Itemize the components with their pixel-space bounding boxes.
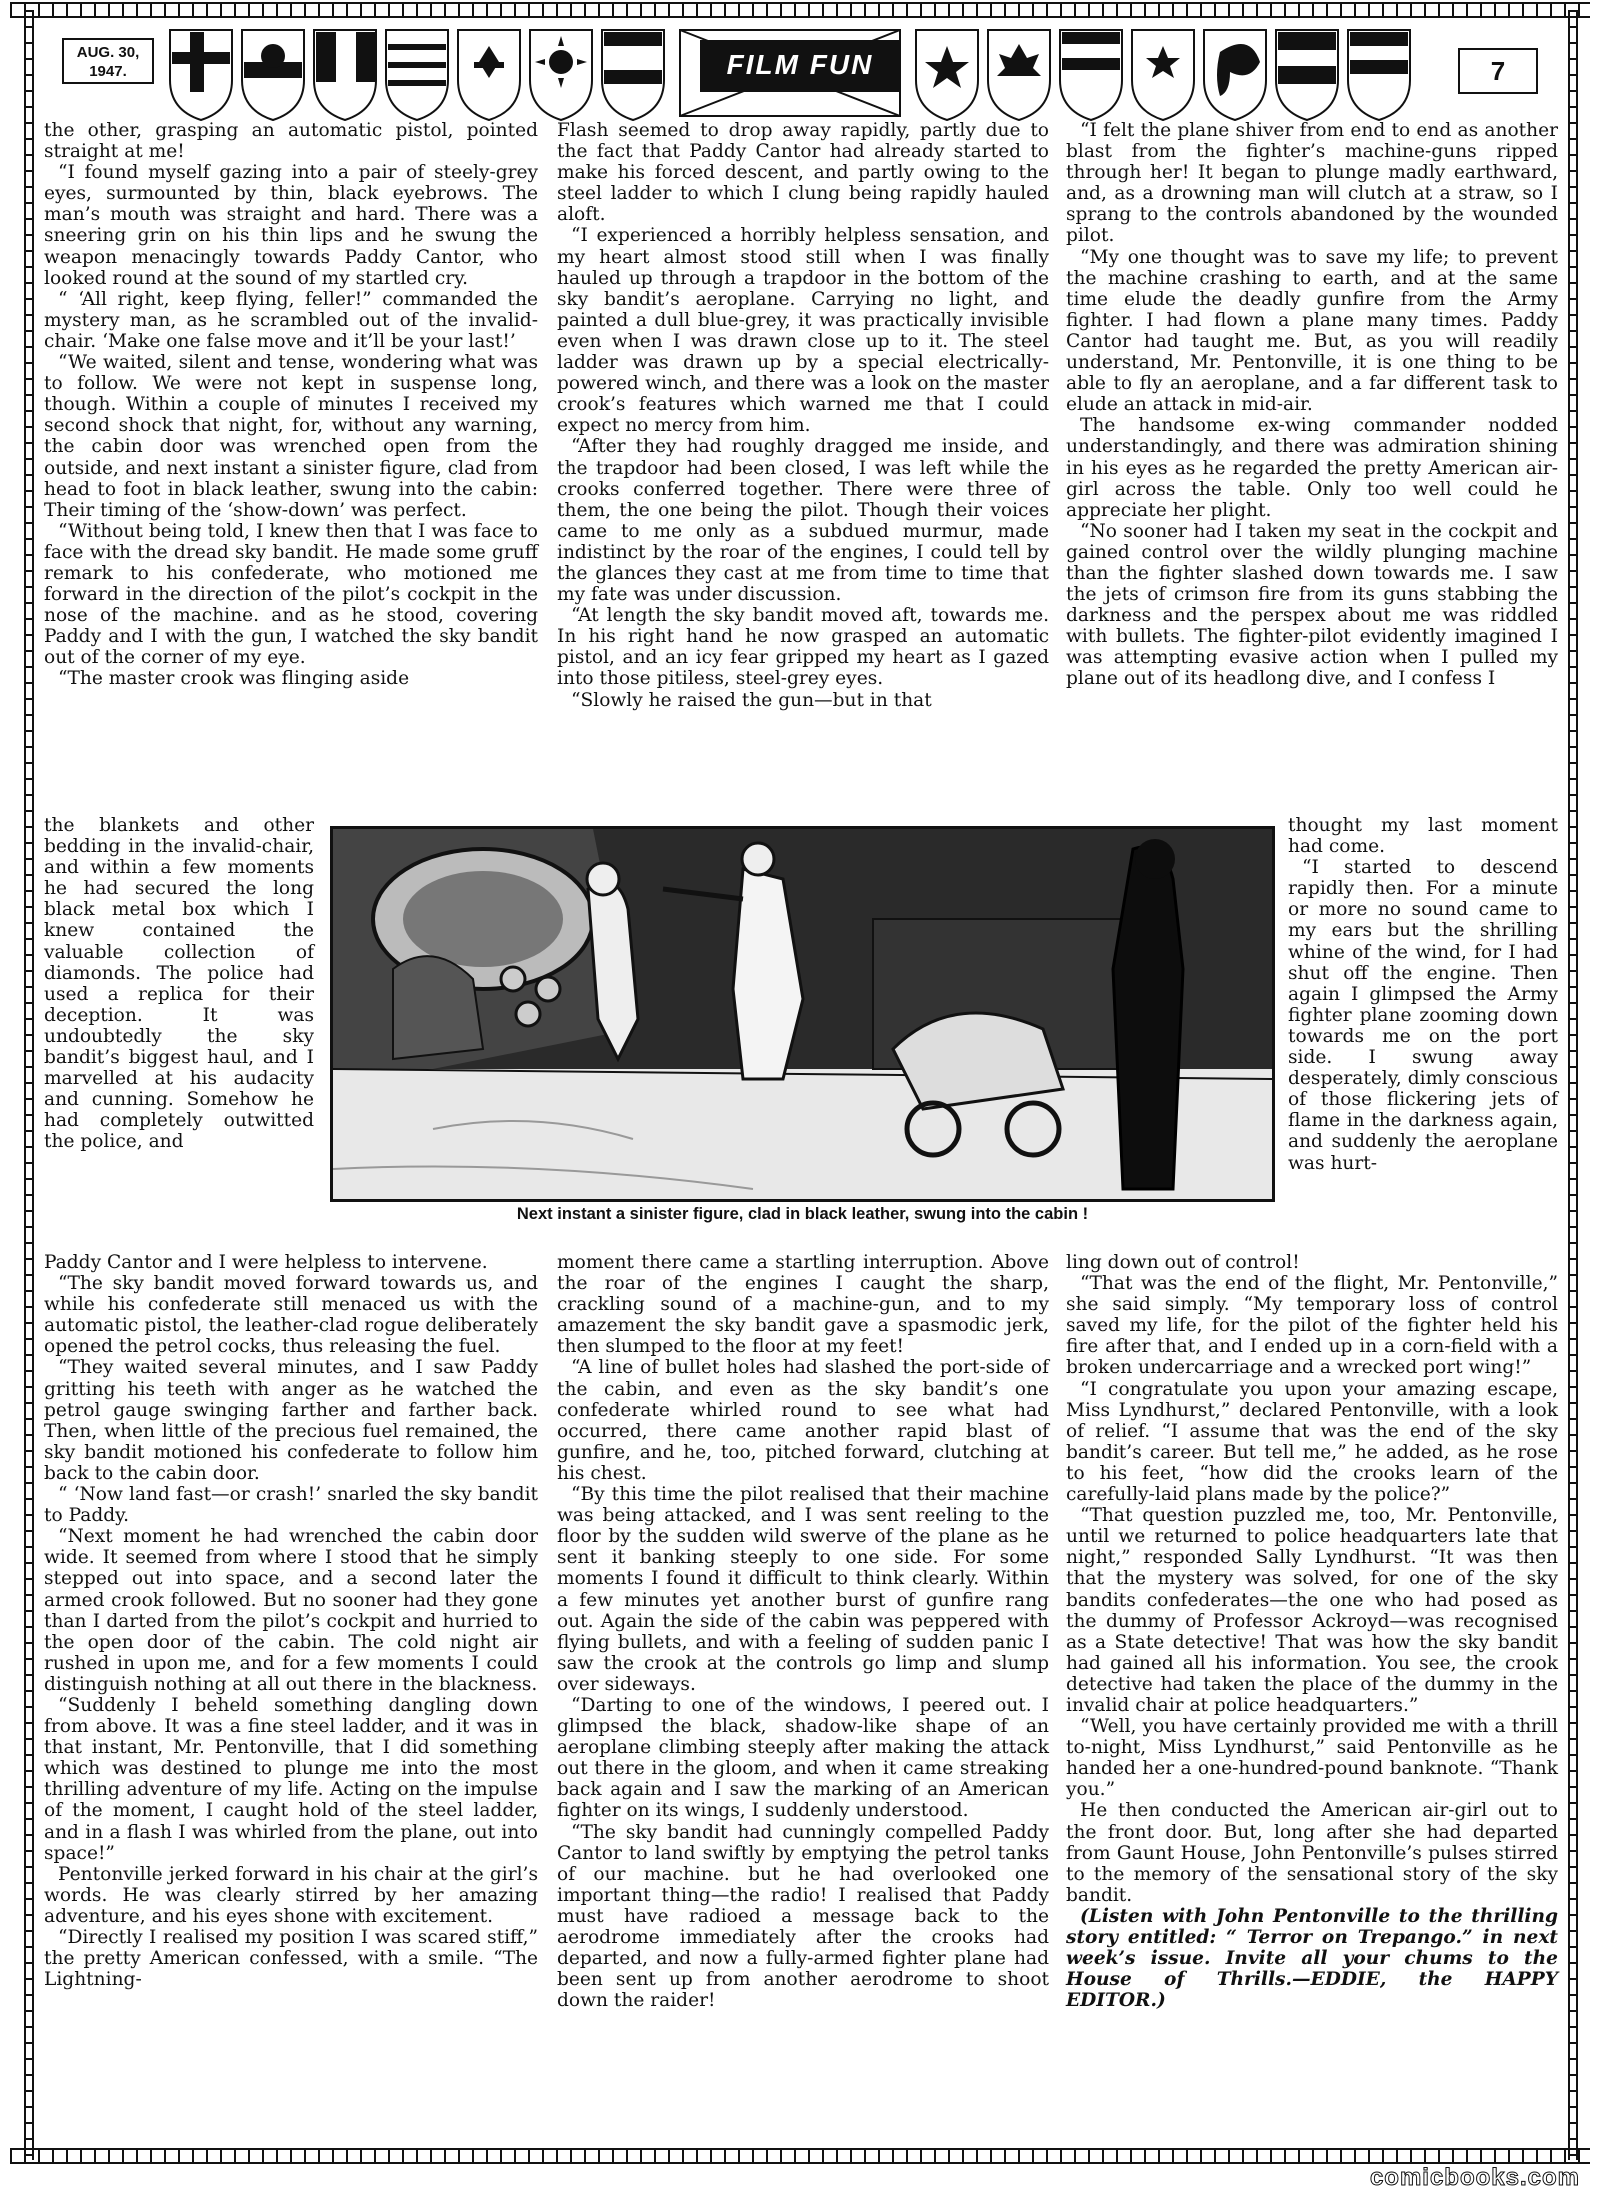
paragraph: “I experienced a horribly helpless sensation, and my heart almost stood still when I was finally hauled up through a trapdoor in the bottom of the sky bandit’s aeroplane. Carrying no light, and painted a dull blue-grey, it was practically invisible even when I was drawn close up to it. The steel ladder was drawn up by a special electrically-powered winch, and there was a look on the master crook’s features which warned me that I could expect no mercy from him.	[557, 225, 1049, 437]
paragraph: the blankets and other bedding in the invalid-chair, and within a few moments he had secured the long black metal box which I knew contained the valuable collection of diamonds. The police had used a replica for their deception. It was undoubtedly the sky bandit’s biggest haul, and I marvelled at his audacity and cunning. Somehow he had completely outwitted the police, and	[44, 815, 314, 1153]
paragraph: He then conducted the American air-girl out to the front door. But, long after she had departed from Gaunt House, John Pentonville’s pulses stirred to the memory of the sensational story of the sky bandit.	[1066, 1800, 1558, 1906]
column-1-bottom	[44, 1252, 538, 1990]
paragraph: moment there came a startling interruption. Above the roar of the engines I caught the sharp, crackling sound of a machine-gun, and to my amazement the sky bandit gave a spasmodic jerk, then slumped to the floor at my feet!	[557, 1252, 1049, 1358]
paragraph: “I felt the plane shiver from end to end as another blast from the fighter’s machine-guns ripped through her! It began to plunge madly earthward, and, as a drowning man will clutch at a straw, so I sprang to the controls abandoned by the wounded pilot.	[1066, 120, 1558, 247]
right-border	[1568, 10, 1578, 2160]
editor-note: (Listen with John Pentonville to the thrilling story entitled: “ Terror on Trepango.” in next week’s issue. Invite all your chums to the House of Thrills.—EDDIE, the HAPPY EDITOR.)	[1066, 1905, 1558, 2012]
paragraph: “At length the sky bandit moved aft, towards me. In his right hand he now grasped an automatic pistol, and an icy fear gripped my heart as I gazed into those pitiless, steel-grey eyes.	[557, 605, 1049, 690]
paragraph: “I found myself gazing into a pair of steely-grey eyes, surmounted by thin, black eyebrows. The man’s mouth was straight and hard. There was a sneering grin on his thin lips and he swung the weapon menacingly towards Paddy Cantor, who looked round at the sound of my startled cry.	[44, 162, 538, 289]
paragraph: “ ‘All right, keep flying, feller!” commanded the mystery man, as he scrambled out of the invalid-chair. ‘Make one false move and it’ll be your last!’	[44, 288, 538, 352]
cabin-scene-image	[333, 829, 1272, 1199]
illustration-caption: Next instant a sinister figure, clad in black leather, swung into the cabin !	[516, 1205, 1089, 1223]
column-3-top	[1066, 120, 1558, 690]
issue-date	[62, 38, 154, 84]
left-border	[24, 10, 34, 2160]
paragraph: “That question puzzled me, too, Mr. Pentonville, until we returned to police headquarters late that night,” responded Sally Lyndhurst. “It was then that the mystery was solved, for one of the sky bandits confederates—the one who had posed as the dummy of Professor Ackroyd—was recognised as a State detective! That was how the sky bandit had gained all his information. You see, the crook detective had taken the place of the dummy in the invalid chair at police headquarters.”	[1066, 1505, 1558, 1716]
paragraph: Flash seemed to drop away rapidly, partly due to the fact that Paddy Cantor had already started to make his forced descent, and partly owing to the steel ladder to which I clung being rapidly hauled aloft.	[557, 120, 1049, 226]
paragraph: “After they had roughly dragged me inside, and the trapdoor had been closed, I was left while the crooks conferred together. There were three of them, the one being the pilot. Though their voices came to me only as a subdued murmur, made indistinct by the roar of the engines, I could tell by the glances they cast at me from time to time that my fate was under discussion.	[557, 436, 1049, 606]
column-1-narrow	[44, 815, 314, 1153]
paragraph: “Darting to one of the windows, I peered out. I glimpsed the black, shadow-like shape of an aeroplane climbing steeply after making the attack out there in the gloom, and when it came streaking back again and I saw the marking of an American fighter on its wings, I suddenly understood.	[557, 1694, 1049, 1822]
paragraph: “We waited, silent and tense, wondering what was to follow. We were not kept in suspense long, though. Within a couple of minutes I received my second shock that night, for, without any warning, the cabin door was wrenched open from the outside, and next instant a sinister figure, clad from head to foot in black leather, swung into the cabin: Their timing of the ‘show-down’ was perfect.	[44, 352, 538, 521]
paragraph: “The master crook was flinging aside	[58, 668, 410, 690]
paragraph: “By this time the pilot realised that their machine was being attacked, and I was sent reeling to the floor by the sudden wild swerve of the plane as he sent it banking steeply to one side. For some moments I found it difficult to think clearly. Within a few minutes yet another burst of gunfire rang out. Again the side of the cabin was peppered with flying bullets, and with a feeling of sudden panic I saw the crook at the controls go limp and slump over sideways.	[557, 1484, 1049, 1695]
paragraph: ling down out of control!	[1066, 1252, 1300, 1273]
paragraph: Pentonville jerked forward in his chair at the girl’s words. He was clearly stirred by her amazing adventure, and his eyes shone with excitement.	[44, 1863, 538, 1927]
paragraph: “Directly I realised my position I was scared stiff,” the pretty American confessed, with a smile. “The Lightning-	[44, 1927, 538, 1991]
issue-date-day: AUG. 30,	[76, 44, 140, 61]
paragraph: “No sooner had I taken my seat in the cockpit and gained control over the wildly plunging machine than the fighter slashed down towards me. I saw the jets of crimson fire from its guns stabbing the darkness and the perspex about me was riddled with bullets. The fighter-pilot evidently imagined I was attempting evasive action when I pulled my plane out of its headlong dive, and I confess I	[1066, 520, 1558, 690]
paragraph: “A line of bullet holes had slashed the port-side of the cabin, and even as the sky bandit’s one confederate whirled round to see what had occurred, there came another rapid blast of gunfire, and he, too, pitched forward, clutching at his chest.	[557, 1357, 1049, 1484]
paragraph: “I congratulate you upon your amazing escape, Miss Lyndhurst,” declared Pentonville, with a look of relief. “I assume that was the end of the sky bandit’s career. But tell me,” he added, as he rose to his feet, “how did the crooks learn of the carefully-laid plans made by the police?”	[1066, 1378, 1558, 1506]
paragraph: thought my last moment had come.	[1288, 815, 1558, 858]
paragraph: “Well, you have certainly provided me with a thrill to-night, Miss Lyndhurst,” said Pentonville as he handed her a one-hundred-pound banknote. “Thank you.”	[1066, 1716, 1558, 1801]
column-2-top	[557, 120, 1049, 711]
paragraph: the other, grasping an automatic pistol, pointed straight at me!	[44, 120, 538, 163]
column-3-bottom	[1066, 1252, 1558, 2011]
paragraph: “Next moment he had wrenched the cabin door wide. It seemed from where I stood that he simply stepped out into space, and a second later the armed crook followed. But no sooner had they gone than I darted from the pilot’s cockpit and hurried to the open door of the cabin. The cold night air rushed in upon me, and for a few moments I could distinguish nothing at all out there in the blackness.	[44, 1526, 538, 1695]
paragraph: “That was the end of the flight, Mr. Pentonville,” she said simply. “My temporary loss of control saved my life, for the pilot of the fighter held his fire after that, and I ended up in a corn-field with a broken undercarriage and a wrecked port wing!”	[1066, 1273, 1558, 1379]
paragraph: “Without being told, I knew then that I was face to face with the dread sky bandit. He made some gruff remark to his confederate, who motioned me forward in the direction of the pilot’s cockpit in the nose of the machine. and as he stood, covering Paddy and I with the gun, I watched the sky bandit out of the corner of my eye.	[44, 520, 538, 669]
story-illustration	[330, 826, 1275, 1202]
page-number: 7	[1458, 48, 1538, 94]
issue-date-year: 1947.	[89, 63, 127, 80]
paragraph: “ ‘Now land fast—or crash!’ snarled the sky bandit to Paddy.	[44, 1484, 538, 1527]
paragraph: “They waited several minutes, and I saw Paddy gritting his teeth with anger as he watched the petrol gauge swinging farther and farther back. Then, when little of the precious fuel remained, the sky bandit motioned his confederate to follow him back to the cabin door.	[44, 1357, 538, 1484]
column-3-narrow	[1288, 815, 1558, 1174]
paragraph: “Slowly he raised the gun—but in that	[571, 689, 932, 711]
paragraph: “The sky bandit had cunningly compelled Paddy Cantor to land swiftly by emptying the petrol tanks of our machine. but he had overlooked one important thing—the radio! I realised that Paddy must have radioed a message back to the aerodrome immediately after the crooks had departed, and now a fully-armed fighter plane had been sent up from another aerodrome to shoot down the raider!	[557, 1821, 1049, 2012]
bottom-border	[10, 2148, 1590, 2164]
paragraph: The handsome ex-wing commander nodded understandingly, and there was admiration shining in his eyes as he regarded the pretty American air-girl across the table. Only too well could he appreciate her plight.	[1066, 415, 1558, 521]
flag-shield-icon	[386, 30, 448, 120]
column-2-bottom	[557, 1252, 1049, 2011]
flag-shield-icon	[1204, 30, 1266, 120]
flag-shield-icon	[1132, 30, 1194, 120]
paragraph: “Suddenly I beheld something dangling down from above. It was a fine steel ladder, and it was in that instant, Mr. Pentonville, that I did something which was destined to plunge me into the most thrilling adventure of my life. Acting on the impulse of the moment, I caught hold of the steel ladder, and in a flash I was whirled from the plane, out into space!”	[44, 1694, 538, 1864]
paragraph: Paddy Cantor and I were helpless to intervene.	[44, 1252, 488, 1273]
masthead-title: FILM FUN	[700, 40, 900, 92]
paragraph: “I started to descend rapidly then. For a minute or more no sound came to my ears but the shrilling whine of the wind, for I had shut off the engine. Then again I glimpsed the Army fighter plane zooming down towards me on the port side. I swung away desperately, dimly conscious of those flickering jets of flame in the darkness again, and suddenly the aeroplane was hurt-	[1288, 857, 1558, 1174]
column-1-top	[44, 120, 538, 690]
top-border	[10, 2, 1590, 18]
paragraph: “The sky bandit moved forward towards us, and while his confederate still menaced us with the automatic pistol, the leather-clad rogue deliberately opened the petrol cocks, thus releasing the fuel.	[44, 1273, 538, 1358]
paragraph: “My one thought was to save my life; to prevent the machine crashing to earth, and at the same time elude the deadly gunfire from the Army fighter. I had flown a plane many times. Paddy Cantor had taught me. But, as you will readily understand, Mr. Pentonville, it is one thing to be able to fly an aeroplane, and a far different task to elude an attack in mid-air.	[1066, 246, 1558, 416]
site-watermark: comicbooks.com	[1369, 2164, 1580, 2191]
